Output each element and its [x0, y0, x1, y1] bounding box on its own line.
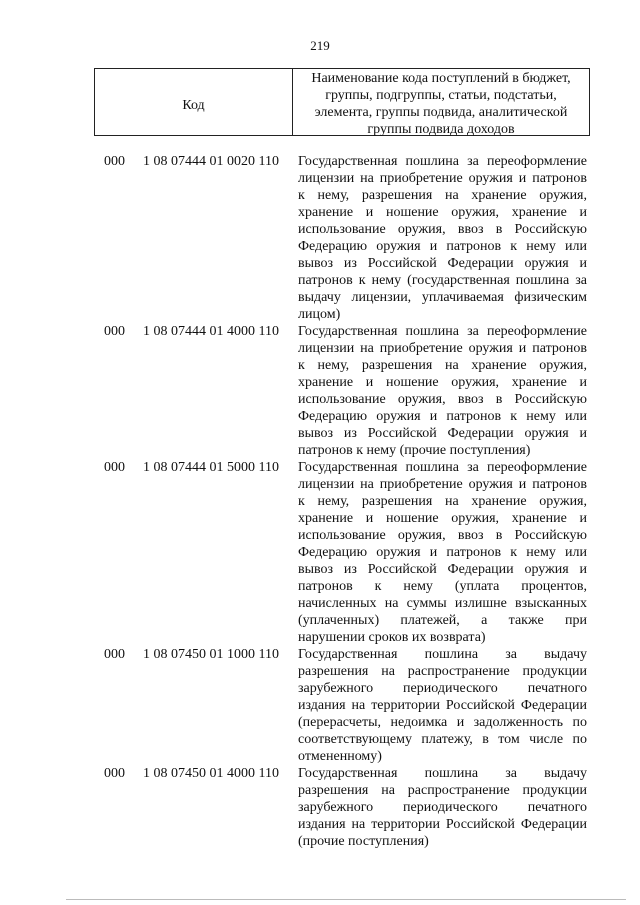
income-description: [298, 646, 587, 765]
description-line: использование оружия, ввоз в Российскую: [298, 222, 587, 237]
description-line: вывоз из Российской Федерации оружия и: [298, 426, 587, 441]
admin-code: 000: [104, 460, 125, 475]
table-row: [0, 459, 640, 646]
table-row: [0, 153, 640, 323]
description-line: зарубежного периодического печатного: [298, 681, 587, 696]
description-line: лицензии на приобретение оружия и патронов: [298, 477, 587, 492]
table-row: [0, 323, 640, 459]
income-code: 1 08 07444 01 5000 110: [143, 460, 279, 475]
description-line: разрешения на распространение продукции: [298, 664, 587, 679]
description-line: соответствующему платежу, в том числе по: [298, 732, 587, 747]
description-line: (перерасчеты, недоимка и задолженность по: [298, 715, 587, 730]
description-line: Государственная пошлина за выдачу: [298, 647, 587, 662]
description-line: хранение и ношение оружия, хранение и: [298, 511, 587, 526]
description-line: (прочие поступления): [298, 834, 429, 849]
income-description: [298, 323, 587, 459]
description-line: лицом): [298, 307, 341, 322]
description-line: Государственная пошлина за переоформление: [298, 460, 587, 475]
description-line: Государственная пошлина за выдачу: [298, 766, 587, 781]
description-line: отмененному): [298, 749, 382, 764]
admin-code: 000: [104, 766, 125, 781]
income-code: 1 08 07444 01 0020 110: [143, 154, 279, 169]
income-description: [298, 765, 587, 850]
description-line: патронов к нему (прочие поступления): [298, 443, 531, 458]
income-code-list: [0, 153, 640, 850]
header-name-column: Наименование кода поступлений в бюджет, группы, подгруппы, статьи, подстатьи, элемента, группы подвида, аналитической группы подвида доходов: [311, 71, 571, 137]
income-description: [298, 459, 587, 646]
page-bottom-edge: [66, 899, 626, 900]
description-line: Государственная пошлина за переоформление: [298, 324, 587, 339]
description-line: выдачу лицензии, уплачиваемая физическим: [298, 290, 587, 305]
income-code: 1 08 07450 01 4000 110: [143, 766, 279, 781]
description-line: Государственная пошлина за переоформление: [298, 154, 587, 169]
income-code: 1 08 07450 01 1000 110: [143, 647, 279, 662]
description-line: зарубежного периодического печатного: [298, 800, 587, 815]
header-code-column: Код: [95, 69, 293, 135]
description-line: патронов к нему (государственная пошлина за: [298, 273, 587, 288]
admin-code: 000: [104, 324, 125, 339]
description-line: хранение и ношение оружия, хранение и: [298, 205, 587, 220]
description-line: лицензии на приобретение оружия и патронов: [298, 171, 587, 186]
table-header: [94, 68, 590, 136]
description-line: патронов к нему (уплата процентов,: [298, 579, 587, 594]
table-row: [0, 646, 640, 765]
description-line: Федерацию оружия и патронов к нему или: [298, 409, 587, 424]
description-line: начисленных на суммы излишне взысканных: [298, 596, 587, 611]
description-line: использование оружия, ввоз в Российскую: [298, 392, 587, 407]
page-number: 219: [310, 38, 330, 53]
description-line: издания на территории Российской Федерации: [298, 817, 587, 832]
admin-code: 000: [104, 647, 125, 662]
description-line: издания на территории Российской Федерации: [298, 698, 587, 713]
description-line: лицензии на приобретение оружия и патронов: [298, 341, 587, 356]
description-line: нарушении сроков их возврата): [298, 630, 486, 645]
description-line: к нему, разрешения на хранение оружия,: [298, 188, 587, 203]
description-line: использование оружия, ввоз в Российскую: [298, 528, 587, 543]
description-line: хранение и ношение оружия, хранение и: [298, 375, 587, 390]
description-line: (уплаченных) платежей, а также при: [298, 613, 587, 628]
admin-code: 000: [104, 154, 125, 169]
income-code: 1 08 07444 01 4000 110: [143, 324, 279, 339]
description-line: к нему, разрешения на хранение оружия,: [298, 494, 587, 509]
description-line: вывоз из Российской Федерации оружия и: [298, 562, 587, 577]
table-row: [0, 765, 640, 850]
description-line: вывоз из Российской Федерации оружия и: [298, 256, 587, 271]
description-line: Федерацию оружия и патронов к нему или: [298, 545, 587, 560]
description-line: Федерацию оружия и патронов к нему или: [298, 239, 587, 254]
description-line: разрешения на распространение продукции: [298, 783, 587, 798]
income-description: [298, 153, 587, 323]
description-line: к нему, разрешения на хранение оружия,: [298, 358, 587, 373]
